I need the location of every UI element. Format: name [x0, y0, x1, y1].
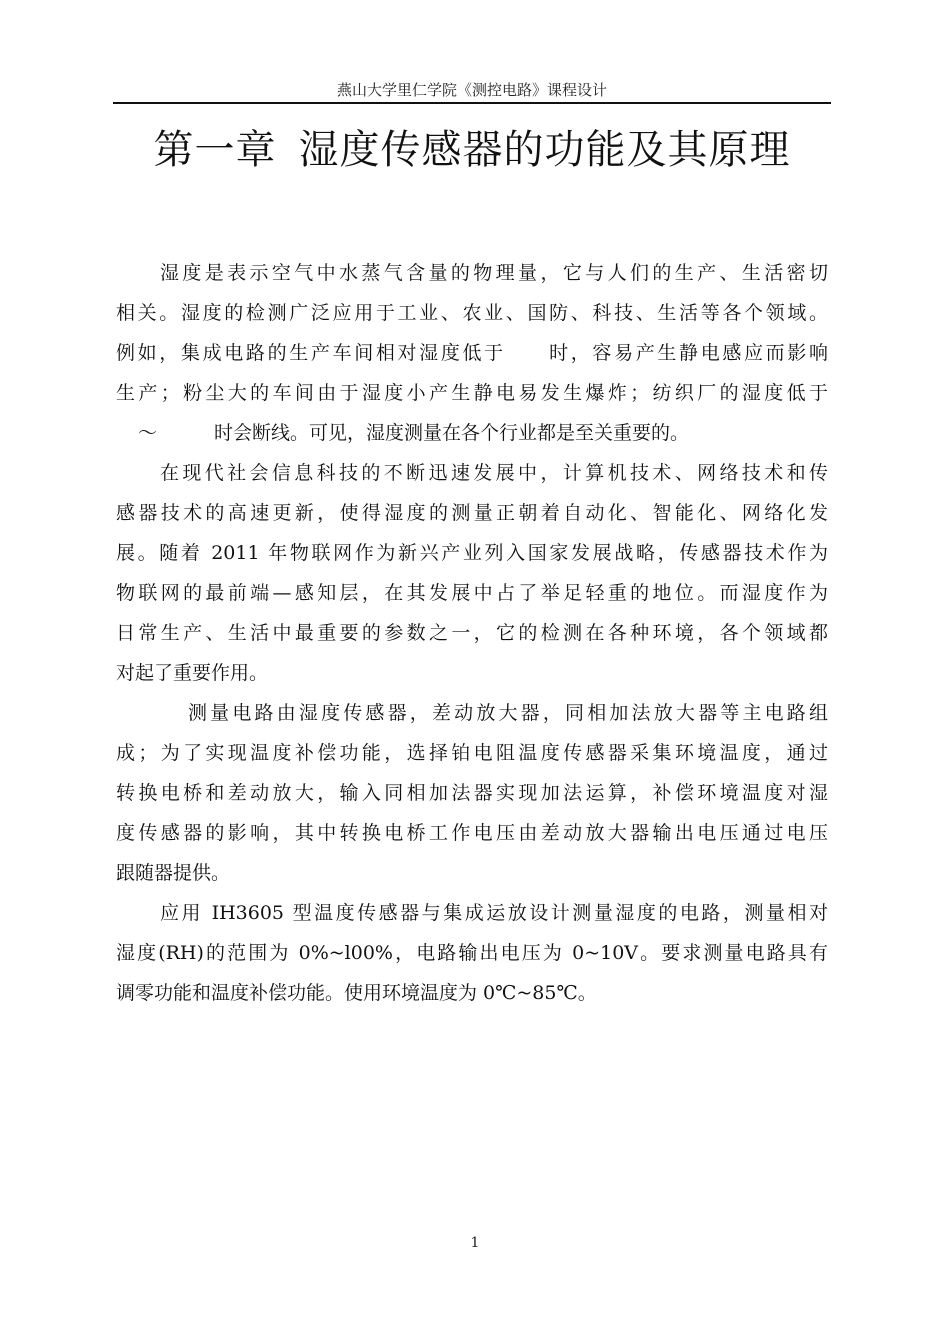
text-line: 应用 IH3605 型温度传感器与集成运放设计测量湿度的电路，测量相对: [160, 902, 828, 924]
text-line: 物联网的最前端—感知层，在其发展中占了举足轻重的地位。而湿度作为: [116, 582, 828, 604]
text-line: 在现代社会信息科技的不断迅速发展中，计算机技术、网络技术和传: [160, 462, 828, 484]
text-line: 对起了重要作用。: [116, 662, 269, 684]
document-body: [116, 253, 828, 1013]
chapter-title: [113, 118, 831, 175]
text-line: 生产；粉尘大的车间由于湿度小产生静电易发生爆炸；纺织厂的湿度低于: [116, 382, 828, 404]
paragraph-3: [116, 693, 828, 893]
text-line: 转换电桥和差动放大，输入同相加法器实现加法运算，补偿环境温度对湿: [116, 782, 828, 804]
text-line: 测量电路由湿度传感器，差动放大器，同相加法放大器等主电路组: [188, 702, 828, 724]
paragraph-4: [116, 893, 828, 1013]
header-text: 燕山大学里仁学院《测控电路》课程设计: [336, 81, 607, 99]
text-line: 日常生产、生活中最重要的参数之一，它的检测在各种环境，各个领域都: [116, 622, 828, 644]
page-header: [113, 78, 831, 104]
text-line: 湿度(RH)的范围为 0%~l00%，电路输出电压为 0~10V。要求测量电路具有: [116, 942, 828, 964]
text-line: 成；为了实现温度补偿功能，选择铂电阻温度传感器采集环境温度，通过: [116, 742, 828, 764]
text-line: 相关。湿度的检测广泛应用于工业、农业、国防、科技、生活等各个领域。: [116, 302, 828, 324]
text-line: 例如，集成电路的生产车间相对湿度低于 时，容易产生静电感应而影响: [116, 342, 828, 364]
text-line: 感器技术的高速更新，使得湿度的测量正朝着自动化、智能化、网络化发: [116, 502, 828, 524]
paragraph-2: [116, 453, 828, 693]
text-line: 湿度是表示空气中水蒸气含量的物理量，它与人们的生产、生活密切: [160, 262, 828, 284]
text-line: 跟随器提供。: [116, 862, 231, 884]
text-line: 调零功能和温度补偿功能。使用环境温度为 0℃~85℃。: [116, 982, 597, 1004]
text-line: 度传感器的影响，其中转换电桥工作电压由差动放大器输出电压通过电压: [116, 822, 828, 844]
text-line: ～ 时会断线。可见，湿度测量在各个行业都是至关重要的。: [138, 422, 690, 444]
page-number: 1: [470, 1235, 480, 1251]
paragraph-1: [116, 253, 828, 453]
chapter-title-text: 湿度传感器的功能及其原理: [298, 127, 791, 173]
chapter-number: 第一章: [153, 127, 277, 173]
text-line: 展。随着 2011 年物联网作为新兴产业列入国家发展战略，传感器技术作为: [116, 542, 828, 564]
